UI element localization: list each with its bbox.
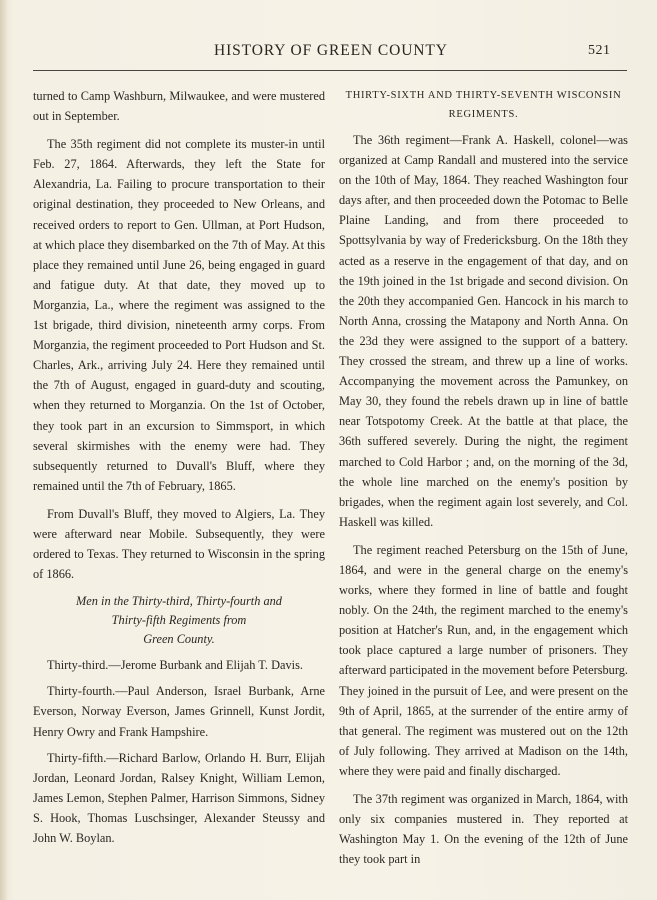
roster-thirty-fifth: Thirty-fifth.—Richard Barlow, Orlando H. Burr, Elijah Jordan, Leonard Jordan, Ralsey Knight, William Lemon, James Lemon, Stephen Palmer, Harrison Simmons, Sidney S. Hook, Thomas Luschsinger, Alexander Steussy and John W. Boylan. (33, 750, 325, 845)
paragraph-36th-regiment: The 36th regiment—Frank A. Haskell, colonel—was organized at Camp Randall and mustered into the service on the 10th of May, 1864. They reached Washington four days after, and then proceeded down the Potomac to Belle Plaine Landing, and from there proceeded to Spottsylvania by way of Fredericksburg. On the 18th they acted as a reserve in the engagement of that day, and on the 19th joined in the 1st brigade and second division. On the 20th they accompanied Gen. Hancock in his march to North Anna, crossing the Matapony and North Anna. On the 23d they were assigned to the support of a battery. They crossed the stream, and threw up a line of works. Accompanying the movement across the Pamunkey, on May 30, they found the rebels drawn up in line of battle near Totspotomy Creek. At the battle at that place, the 36th suffered severely. During the night, the regiment marched to Cold Harbor ; and, on the morning of the 3d, the whole line marched on the enemy's position by brigades, when the regiment again lost severely, and Col. Haskell was killed. (339, 133, 628, 529)
paragraph-35th-regiment: The 35th regiment did not complete its muster-in until Feb. 27, 1864. Afterwards, they left the State for Alexandria, La. Failing to procure transportation to their original destination, they proceeded to New Orleans, and received orders to report to Gen. Ullman, at Port Hudson, at which place they disembarked on the 7th of May. At this place they remained until June 26, being engaged in guard and fatigue duty. At that date, they moved up to Morganzia, La., where the regiment was assigned to the 1st brigade, third division, nineteenth army corps. From Morganzia, the regiment proceeded to Port Hudson and St. Charles, Ark., arriving July 24. Here they remained until the 7th of August, engaged in guard-duty and scouting, when they returned to Morganzia. On the 1st of October, they took part in an excursion to Simmsport, in which several skirmishes with the enemy were had. They subsequently returned to Duvall's Bluff, where they remained until the 7th of February, 1865. (33, 137, 325, 493)
roster-thirty-fourth: Thirty-fourth.—Paul Anderson, Israel Burbank, Arne Everson, Norway Everson, James Grinnell, Kunst Jordit, Henry Owry and Frank Hampshire. (33, 684, 325, 739)
paragraph-duvalls-bluff: From Duvall's Bluff, they moved to Algiers, La. They were afterward near Mobile. Subsequently, they were ordered to Texas. They returned to Wisconsin in the spring of 1866. (33, 506, 325, 582)
section-heading-line: THIRTY-SIXTH AND THIRTY-SEVENTH WISCONSIN (345, 90, 622, 101)
header-rule (33, 70, 627, 71)
running-title: HISTORY OF GREEN COUNTY (214, 42, 448, 59)
paragraph-continuation: turned to Camp Washburn, Milwaukee, and were mustered out in September. (33, 89, 325, 124)
page-header (0, 42, 657, 68)
binding-shadow (0, 0, 8, 900)
roster-thirty-third: Thirty-third.—Jerome Burbank and Elijah T. Davis. (47, 658, 303, 673)
paragraph-37th-regiment: The 37th regiment was organized in March, 1864, with only six companies mustered in. They reported at Washington May 1. On the evening of the 12th of June they took part in (339, 792, 628, 867)
right-column (339, 86, 628, 877)
left-column (33, 86, 325, 854)
page-number: 521 (588, 43, 611, 58)
roster-heading-line: Thirty-fifth Regiments from (111, 613, 247, 628)
roster-heading (33, 592, 325, 649)
roster-heading-line: Green County. (143, 632, 215, 647)
section-heading-line: REGIMENTS. (448, 109, 519, 120)
paragraph-petersburg: The regiment reached Petersburg on the 15th of June, 1864, and were in the general charge on the enemy's works, where they formed in line of battle and fought nobly. On the 24th, the regiment marched to the enemy's position at Hatcher's Run, and, in the engagement which took place captured a large number of prisoners. They afterward participated in the movement before Petersburg. They joined in the pursuit of Lee, and were present on the 9th of April, 1865, at the surrender of the entire army of that general. The regiment was mustered out on the 12th of July following. They arrived at Madison on the 14th, where they were paid and finally discharged. (339, 542, 628, 778)
roster-heading-line: Men in the Thirty-third, Thirty-fourth and (76, 594, 282, 609)
section-heading (339, 86, 628, 124)
